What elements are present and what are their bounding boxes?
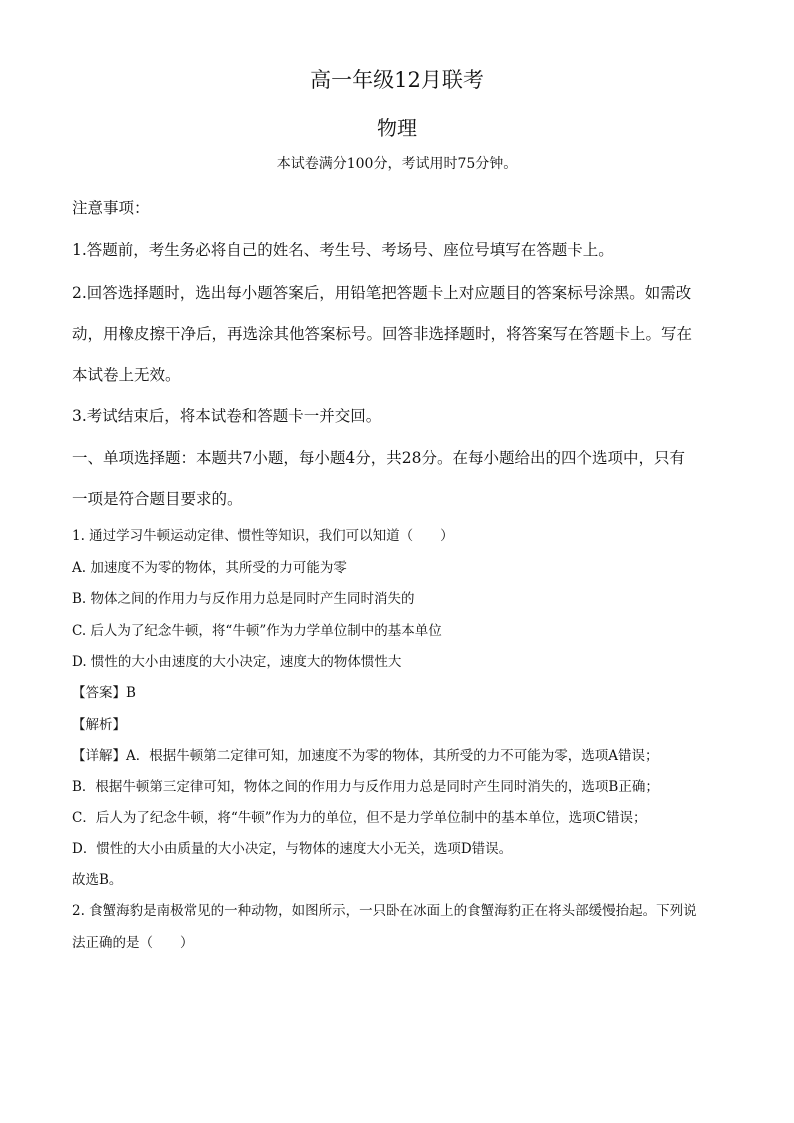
notice-heading: 注意事项： bbox=[72, 199, 150, 217]
subject-title: 物理 bbox=[377, 116, 417, 140]
q1-detail-line-4: D．惯性的大小由质量的大小决定，与物体的速度大小无关，选项D错误。 bbox=[72, 841, 513, 857]
q1-conclusion: 故选B。 bbox=[72, 872, 123, 888]
q1-option-d: D. 惯性的大小由速度的大小决定，速度大的物体惯性大 bbox=[72, 654, 402, 670]
notice-item-2-line-1: 2.回答选择题时，选出每小题答案后，用铅笔把答题卡上对应题目的答案标号涂黑。如需改 bbox=[72, 284, 692, 302]
q1-detail-line-1: 【详解】A．根据牛顿第二定律可知，加速度不为零的物体，其所受的力不可能为零，选项A错误； bbox=[72, 748, 659, 764]
exam-info: 本试卷满分100分，考试用时75分钟。 bbox=[276, 156, 518, 172]
q1-answer: 【答案】B bbox=[72, 685, 136, 701]
q2-stem-line-2: 法正确的是（ ） bbox=[72, 935, 194, 951]
q1-option-b: B. 物体之间的作用力与反作用力总是同时产生同时消失的 bbox=[72, 591, 415, 607]
exam-title: 高一年级12月联考 bbox=[310, 68, 484, 92]
notice-item-2-line-3: 本试卷上无效。 bbox=[72, 366, 181, 384]
q1-analysis-label: 【解析】 bbox=[72, 717, 126, 733]
q2-stem-line-1: 2. 食蟹海豹是南极常见的一种动物，如图所示，一只卧在冰面上的食蟹海豹正在将头部缓慢抬起。下列说 bbox=[72, 903, 697, 919]
q1-stem: 1. 通过学习牛顿运动定律、惯性等知识，我们可以知道（ ） bbox=[72, 528, 454, 544]
section1-line-1: 一、单项选择题：本题共7小题，每小题4分，共28分。在每小题给出的四个选项中，只有 bbox=[72, 449, 685, 467]
q1-detail-line-2: B．根据牛顿第三定律可知，物体之间的作用力与反作用力总是同时产生同时消失的，选项B正确； bbox=[72, 779, 659, 795]
q1-option-c: C. 后人为了纪念牛顿，将“牛顿”作为力学单位制中的基本单位 bbox=[72, 623, 442, 639]
q1-detail-line-3: C．后人为了纪念牛顿，将“牛顿”作为力的单位，但不是力学单位制中的基本单位，选项C错误； bbox=[72, 810, 647, 826]
notice-item-3: 3.考试结束后，将本试卷和答题卡一并交回。 bbox=[72, 407, 382, 425]
notice-item-1: 1.答题前，考生务必将自己的姓名、考生号、考场号、座位号填写在答题卡上。 bbox=[72, 241, 614, 259]
section1-line-2: 一项是符合题目要求的。 bbox=[72, 490, 243, 508]
notice-item-2-line-2: 动，用橡皮擦干净后，再选涂其他答案标号。回答非选择题时，将答案写在答题卡上。写在 bbox=[72, 325, 693, 343]
q1-option-a: A. 加速度不为零的物体，其所受的力可能为零 bbox=[72, 560, 347, 576]
